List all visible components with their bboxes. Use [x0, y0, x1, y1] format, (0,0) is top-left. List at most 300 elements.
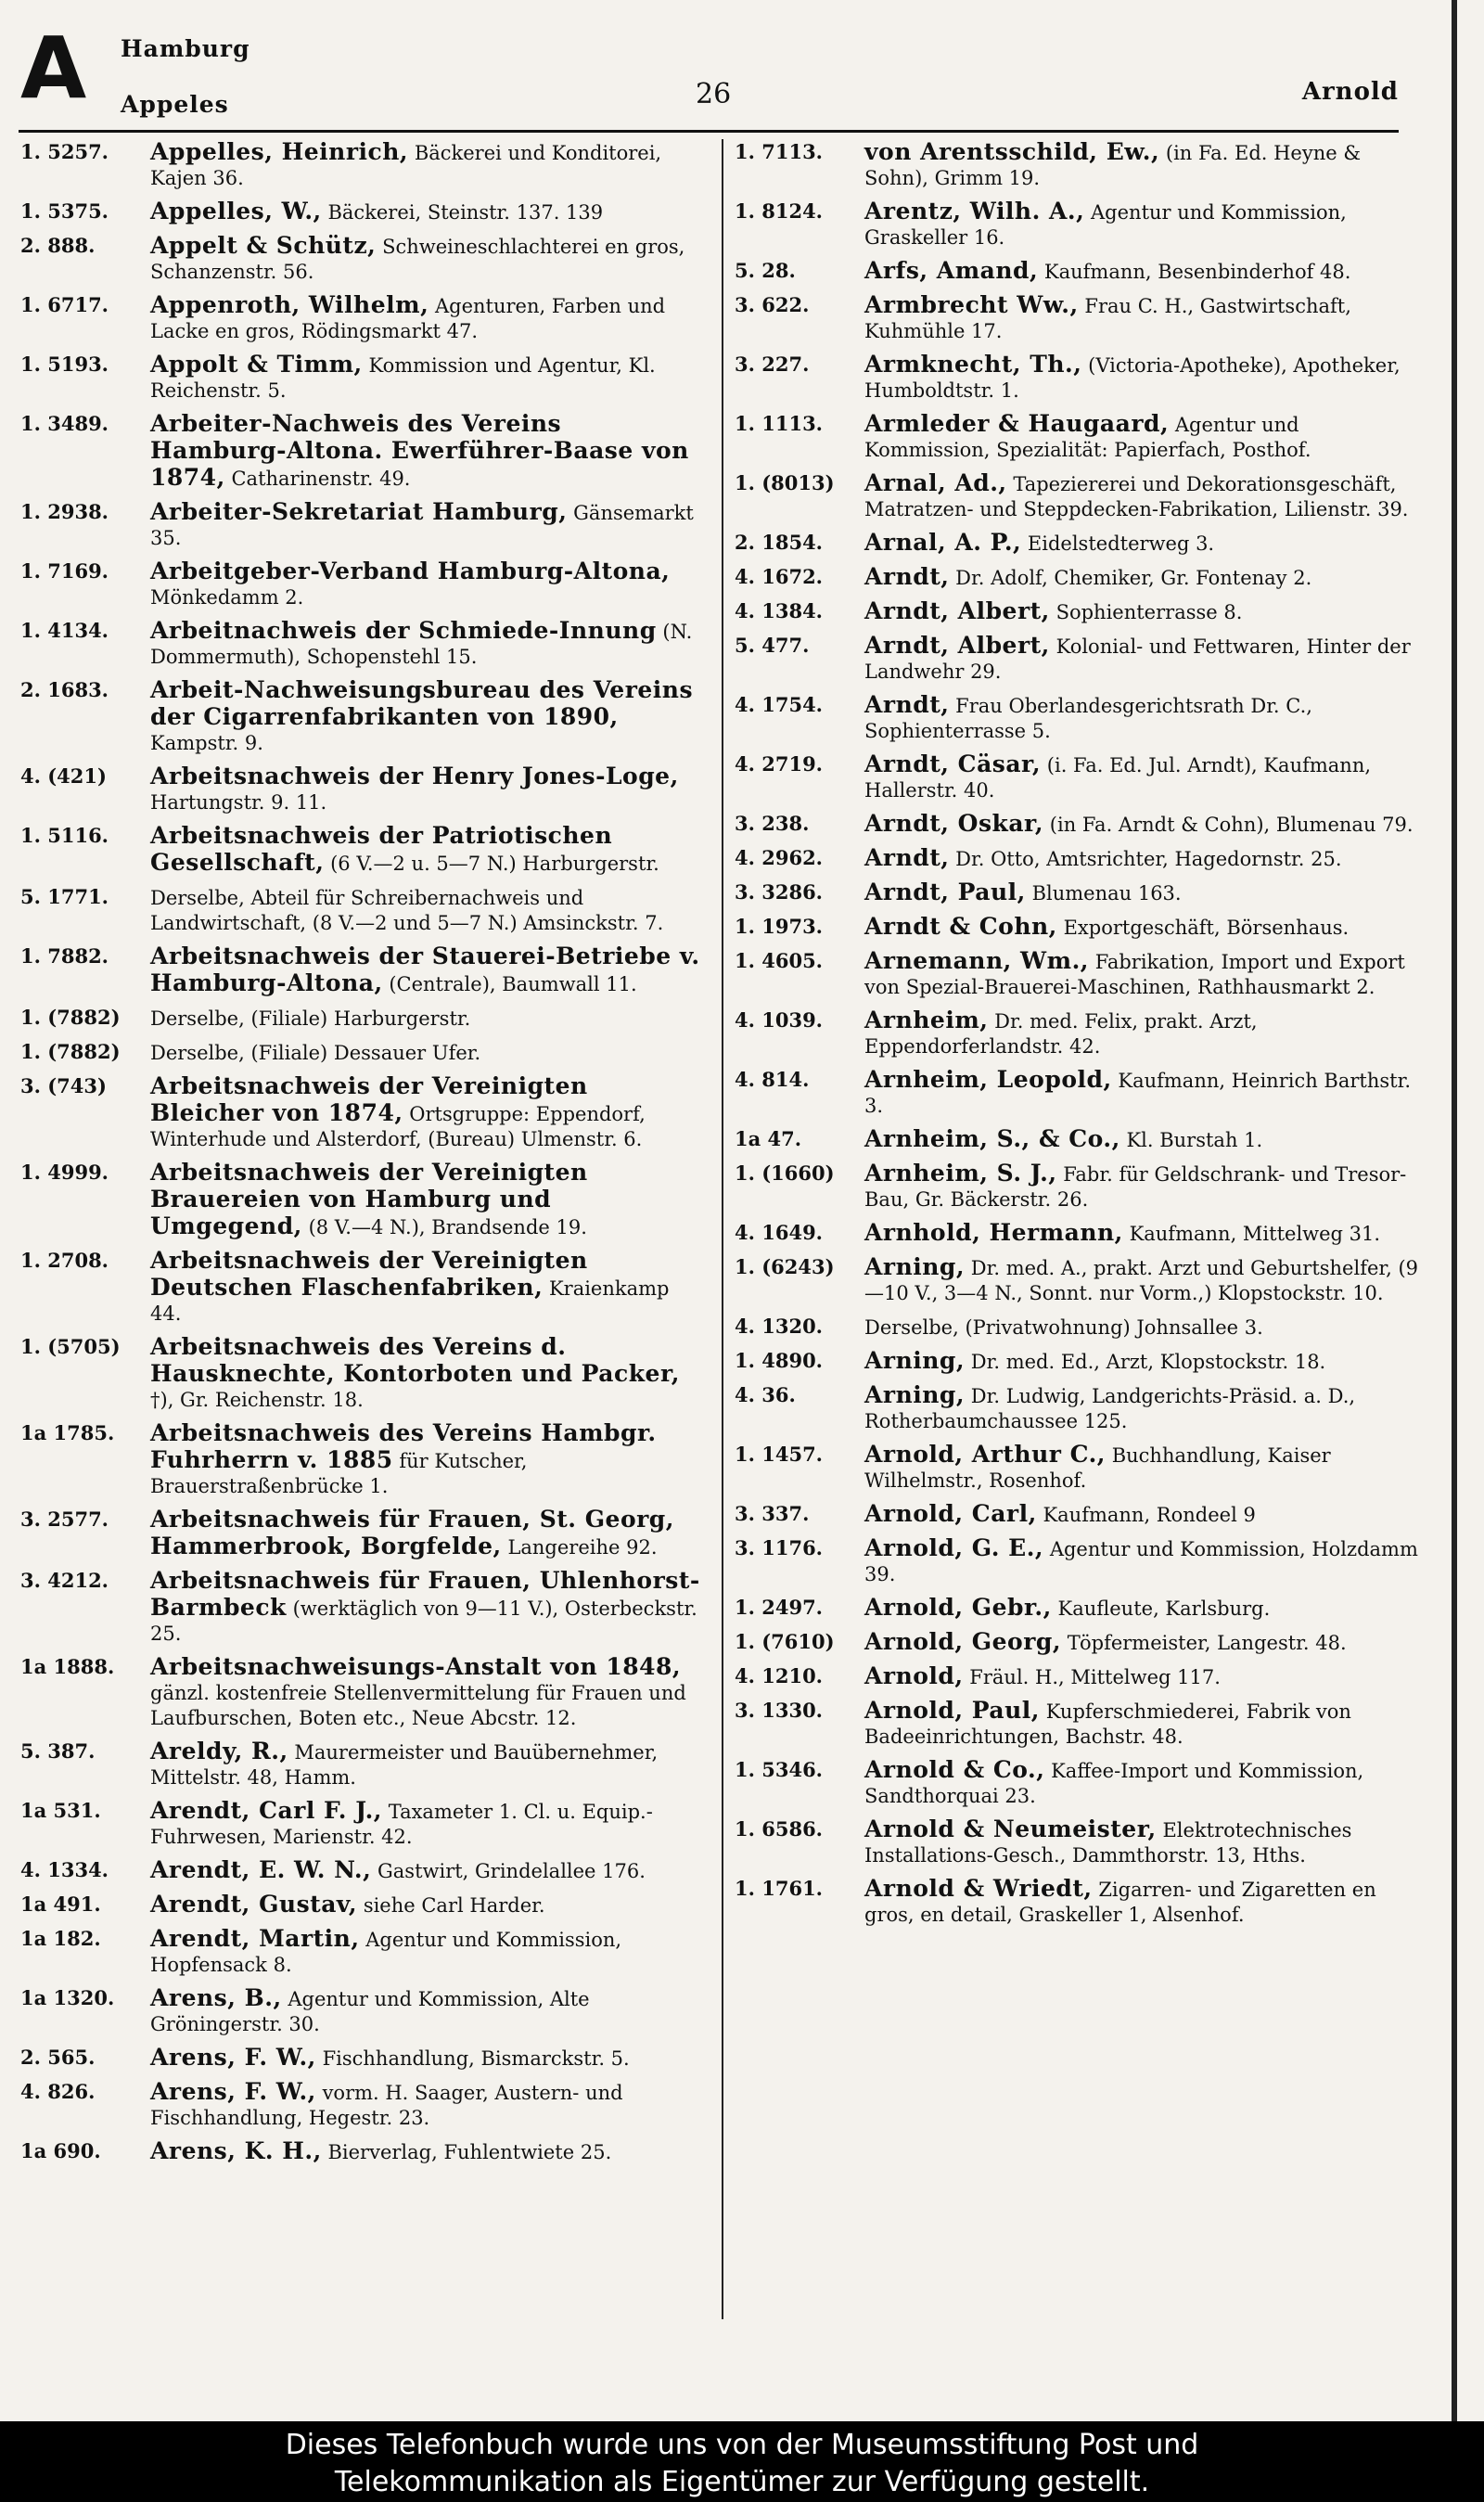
entry-name: Arndt, Oskar,: [864, 810, 1044, 837]
phone-number: 3. 622.: [735, 293, 810, 316]
directory-entry: [735, 564, 1419, 591]
directory-entry: [735, 258, 1419, 285]
entry-text: [864, 879, 1419, 906]
entry-name: Arnheim,: [864, 1007, 989, 1033]
phone-number: 1. (7882): [20, 1040, 121, 1063]
directory-entry: [735, 845, 1419, 872]
entry-details: gänzl. kostenfreie Stellenvermittelung für Frauen und Laufburschen, Boten etc., Neue Abcstr. 12.: [150, 1682, 686, 1729]
entry-details: Kl. Burstah 1.: [1126, 1129, 1263, 1151]
directory-entry: [20, 884, 705, 936]
entry-details: Gastwirt, Grindelallee 176.: [377, 1860, 646, 1882]
directory-entry: [20, 499, 705, 551]
entry-details: Taxameter 1. Cl. u. Equip.-Fuhrwesen, Marienstr. 42.: [150, 1801, 653, 1848]
directory-entry: [20, 677, 705, 756]
entry-details: für Kutscher, Brauerstraßenbrücke 1.: [150, 1450, 528, 1497]
entry-name: Arbeitnachweis der Schmiede-Innung: [150, 617, 657, 644]
phone-number: 4. 1320.: [735, 1315, 823, 1338]
entry-name: Arbeitsnachweis der Henry Jones-Loge,: [150, 763, 679, 789]
entry-details: †), Gr. Reichenstr. 18.: [150, 1389, 364, 1411]
entry-text: [864, 530, 1419, 557]
directory-entry: [735, 633, 1419, 685]
directory-entry: [735, 352, 1419, 404]
entry-details: Fräul. H., Mittelweg 117.: [969, 1666, 1221, 1688]
phone-number: 1. 6717.: [20, 293, 109, 316]
phone-number: 1. 3489.: [20, 412, 109, 435]
directory-entry: [20, 1507, 705, 1560]
entry-name: Arnold & Wriedt,: [864, 1875, 1093, 1902]
entry-details: Sophienterrasse 8.: [1055, 601, 1243, 623]
entry-details: (N. Dommermuth), Schopenstehl 15.: [150, 621, 693, 668]
phone-number: 1. 7169.: [20, 559, 109, 583]
entry-name: Arfs, Amand,: [864, 257, 1039, 284]
directory-entry: [20, 823, 705, 877]
entry-details: siehe Carl Harder.: [363, 1894, 545, 1917]
entry-details: Kaufmann, Besenbinderhof 48.: [1043, 261, 1351, 283]
phone-number: 3. 1330.: [735, 1699, 823, 1722]
entry-details: (8 V.—4 N.), Brandsende 19.: [308, 1216, 587, 1238]
entry-name: Arndt, Cäsar,: [864, 751, 1042, 777]
phone-number: 5. 1771.: [20, 885, 109, 908]
entry-text: [150, 1892, 705, 1918]
phone-number: 3. 1176.: [735, 1536, 823, 1559]
entry-text: [150, 677, 705, 756]
phone-number: 1. 2938.: [20, 500, 109, 523]
entry-name: Arendt, E. W. N.,: [150, 1856, 372, 1883]
directory-entry: [735, 1254, 1419, 1306]
entry-name: Arbeitgeber-Verband Hamburg-Altona,: [150, 558, 671, 584]
entry-text: [864, 948, 1419, 1000]
entry-name: Armknecht, Th.,: [864, 351, 1082, 378]
directory-entry: [735, 1126, 1419, 1153]
entry-name: Arnold & Co.,: [864, 1756, 1045, 1783]
entry-text: [150, 1985, 705, 2037]
entry-name: Arnold, Georg,: [864, 1628, 1062, 1655]
directory-entry: [735, 1629, 1419, 1656]
footer-line-2: Telekommunikation als Eigentümer zur Verfügung gestellt.: [334, 2466, 1150, 2498]
phone-number: 1. 2708.: [20, 1249, 109, 1272]
entry-details: (werktäglich von 9—11 V.), Osterbeckstr. 25.: [150, 1597, 697, 1645]
entry-name: Arnold, Paul,: [864, 1697, 1041, 1724]
entry-text: [150, 823, 705, 877]
city-heading: Hamburg: [121, 35, 250, 62]
phone-number: 1. (6243): [735, 1255, 835, 1278]
entry-name: Appolt & Timm,: [150, 351, 363, 378]
directory-entry: [735, 1876, 1419, 1928]
entry-text: [150, 199, 705, 225]
entry-details: Tapeziererei und Dekorationsgeschäft, Matratzen- und Steppdecken-Fabrikation, Lilienstr. 39.: [864, 473, 1409, 520]
entry-text: [864, 811, 1419, 838]
entry-name: Arbeitsnachweisungs-Anstalt von 1848,: [150, 1653, 682, 1680]
phone-number: 4. 1384.: [735, 599, 823, 622]
phone-number: 2. 888.: [20, 234, 96, 257]
entry-text: [150, 618, 705, 670]
phone-number: 1. 4890.: [735, 1349, 823, 1372]
phone-number: 1. 1973.: [735, 915, 823, 938]
phone-number: 1a 491.: [20, 1893, 101, 1916]
directory-entry: [20, 1926, 705, 1978]
directory-entry: [735, 751, 1419, 803]
entry-text: [864, 1876, 1419, 1928]
phone-number: 1. 5193.: [20, 353, 109, 376]
entry-details: Fischhandlung, Bismarckstr. 5.: [322, 2047, 630, 2070]
entry-text: [150, 884, 705, 936]
entry-details: Agentur und Kommission, Alte Gröningerstr. 30.: [150, 1988, 590, 2035]
phone-number: 1a 47.: [735, 1127, 802, 1150]
entry-name: Arendt, Gustav,: [150, 1891, 358, 1918]
entry-text: [150, 1248, 705, 1327]
section-letter: A: [20, 19, 87, 118]
phone-number: 3. 2577.: [20, 1508, 109, 1531]
directory-entry: [735, 1067, 1419, 1119]
entry-details: Kolonial- und Fettwaren, Hinter der Landwehr 29.: [864, 635, 1411, 683]
entry-text: [864, 470, 1419, 522]
directory-entry: [735, 1757, 1419, 1809]
phone-number: 1. 7882.: [20, 944, 109, 968]
directory-entry: [735, 1816, 1419, 1868]
entry-details: Bäckerei und Konditorei, Kajen 36.: [150, 142, 662, 189]
phone-number: 4. 1649.: [735, 1221, 823, 1244]
entry-details: Kaufmann, Heinrich Barthstr. 3.: [864, 1070, 1411, 1117]
directory-entry: [735, 1698, 1419, 1750]
entry-text: [150, 1334, 705, 1413]
entry-name: Arens, F. W.,: [150, 2044, 316, 2071]
entry-text: [864, 199, 1419, 250]
entry-details: Agentur und Kommission, Graskeller 16.: [864, 201, 1347, 249]
phone-number: 1. 5257.: [20, 140, 109, 163]
entry-details: Derselbe, (Filiale) Harburgerstr.: [150, 1007, 471, 1030]
phone-number: 1a 182.: [20, 1927, 101, 1950]
entry-details: Exportgeschäft, Börsenhaus.: [1063, 917, 1350, 939]
entry-details: Kaufleute, Karlsburg.: [1057, 1597, 1271, 1620]
entry-name: Areldy, R.,: [150, 1738, 288, 1764]
directory-entry: [735, 914, 1419, 941]
entry-name: Arbeitsnachweis des Vereins d. Hausknechte, Kontorboten und Packer,: [150, 1333, 681, 1387]
phone-number: 5. 387.: [20, 1739, 96, 1763]
entry-name: von Arentsschild, Ew.,: [864, 138, 1160, 165]
entry-name: Appelles, W.,: [150, 198, 322, 225]
directory-entry: [20, 1654, 705, 1731]
phone-number: 1. 4134.: [20, 619, 109, 642]
directory-entry: [20, 943, 705, 997]
phone-number: 1. 2497.: [735, 1596, 823, 1619]
entry-details: Maurermeister und Bauübernehmer, Mittelstr. 48, Hamm.: [150, 1741, 659, 1789]
page-number: 26: [696, 78, 732, 110]
phone-number: 3. 227.: [735, 353, 810, 376]
directory-entry: [20, 2138, 705, 2165]
directory-entry: [735, 411, 1419, 463]
phone-number: 3. 337.: [735, 1502, 810, 1525]
entry-text: [864, 411, 1419, 463]
directory-entry: [20, 411, 705, 492]
entry-details: Agentur und Kommission, Hopfensack 8.: [150, 1929, 622, 1976]
entry-text: [150, 1039, 705, 1066]
entry-name: Arning,: [864, 1347, 966, 1374]
directory-entry: [20, 1420, 705, 1499]
phone-number: 4. 1039.: [735, 1008, 823, 1032]
entry-details: Blumenau 163.: [1031, 882, 1182, 905]
range-end-name: Arnold: [1301, 78, 1399, 106]
right-column: [735, 139, 1419, 1935]
entry-text: [864, 914, 1419, 941]
phone-number: 1. 5375.: [20, 199, 109, 223]
entry-details: Dr. med. Felix, prakt. Arzt, Eppendorferlandstr. 42.: [864, 1010, 1258, 1058]
phone-number: 1a 1320.: [20, 1986, 115, 2009]
directory-entry: [20, 1160, 705, 1240]
directory-entry: [735, 1442, 1419, 1494]
phone-number: 4. 1754.: [735, 693, 823, 716]
entry-name: Arens, B.,: [150, 1984, 282, 2011]
entry-details: Elektrotechnisches Installations-Gesch., Dammthorstr. 13, Hths.: [864, 1819, 1352, 1867]
directory-entry: [735, 948, 1419, 1000]
entry-name: Arentz, Wilh. A.,: [864, 198, 1085, 225]
phone-number: 1. 1457.: [735, 1443, 823, 1466]
entry-text: [150, 1420, 705, 1499]
entry-name: Arnold, Carl,: [864, 1500, 1037, 1527]
entry-details: Fabr. für Geldschrank- und Tresor-Bau, Gr. Bäckerstr. 26.: [864, 1163, 1407, 1211]
entry-name: Appelles, Heinrich,: [150, 138, 409, 165]
entry-text: [864, 1007, 1419, 1059]
entry-details: Mönkedamm 2.: [150, 586, 304, 609]
phone-number: 1. (7882): [20, 1006, 121, 1029]
entry-details: (in Fa. Arndt & Cohn), Blumenau 79.: [1049, 814, 1414, 836]
entry-name: Arbeitsnachweis für Frauen, St. Georg, Hammerbrook, Borgfelde,: [150, 1506, 674, 1559]
entry-text: [864, 1757, 1419, 1809]
phone-number: 3. 3286.: [735, 880, 823, 904]
entry-details: (in Fa. Ed. Heyne & Sohn), Grimm 19.: [864, 142, 1362, 189]
entry-text: [150, 2045, 705, 2072]
phone-number: 1. 4605.: [735, 949, 823, 972]
entry-name: Arbeitsnachweis der Vereinigten Deutschen Flaschenfabriken,: [150, 1247, 588, 1301]
directory-entry: [735, 1382, 1419, 1434]
entry-text: [150, 1798, 705, 1850]
directory-entry: [735, 1595, 1419, 1622]
entry-text: [864, 258, 1419, 285]
entry-text: [864, 845, 1419, 872]
entry-text: [150, 2079, 705, 2131]
entry-details: Agentur und Kommission, Spezialität: Papierfach, Posthof.: [864, 414, 1311, 461]
phone-number: 1a 531.: [20, 1799, 101, 1822]
entry-text: [150, 1739, 705, 1790]
entry-details: Schweineschlachterei en gros, Schanzenstr. 56.: [150, 236, 685, 283]
phone-number: 5. 28.: [735, 259, 796, 282]
entry-name: Arnal, Ad.,: [864, 469, 1007, 496]
entry-name: Arbeiter-Sekretariat Hamburg,: [150, 498, 568, 525]
entry-name: Arnold,: [864, 1662, 964, 1689]
entry-name: Armbrecht Ww.,: [864, 291, 1079, 318]
entry-details: Frau Oberlandesgerichtsrath Dr. C., Sophienterrasse 5.: [864, 695, 1312, 742]
entry-text: [864, 1067, 1419, 1119]
entry-text: [150, 2138, 705, 2165]
directory-entry: [735, 1501, 1419, 1528]
entry-text: [864, 692, 1419, 744]
entry-name: Arnold, Gebr.,: [864, 1594, 1052, 1621]
entry-name: Arbeitsnachweis der Patriotischen Gesellschaft,: [150, 822, 613, 876]
entry-text: [150, 1507, 705, 1560]
phone-number: 1. 7113.: [735, 140, 823, 163]
directory-entry: [20, 1857, 705, 1884]
entry-name: Arnheim, S. J.,: [864, 1160, 1057, 1187]
directory-entry: [735, 199, 1419, 250]
phone-number: 5. 477.: [735, 634, 810, 657]
phone-number: 1a 1888.: [20, 1655, 115, 1678]
entry-details: Derselbe, (Privatwohnung) Johnsallee 3.: [864, 1316, 1263, 1339]
directory-entry: [735, 530, 1419, 557]
page-edge-shadow: [1452, 0, 1457, 2421]
directory-entry: [20, 1798, 705, 1850]
directory-entry: [20, 2079, 705, 2131]
range-start-name: Appeles: [121, 91, 229, 118]
entry-name: Arnold & Neumeister,: [864, 1816, 1157, 1842]
entry-details: Kaufmann, Mittelweg 31.: [1129, 1223, 1381, 1245]
directory-entry: [20, 233, 705, 285]
entry-text: [150, 1568, 705, 1647]
entry-details: Eidelstedterweg 3.: [1027, 532, 1215, 555]
left-column: [20, 139, 705, 2173]
entry-details: Dr. Adolf, Chemiker, Gr. Fontenay 2.: [955, 567, 1312, 589]
phone-number: 1. (5705): [20, 1335, 121, 1358]
entry-details: vorm. H. Saager, Austern- und Fischhandlung, Hegestr. 23.: [150, 2082, 623, 2129]
entry-text: [150, 1005, 705, 1032]
entry-details: (6 V.—2 u. 5—7 N.) Harburgerstr.: [330, 853, 659, 875]
entry-name: Arnold, Arthur C.,: [864, 1441, 1107, 1468]
phone-number: 1. 1113.: [735, 412, 823, 435]
phone-number: 1. 4999.: [20, 1161, 109, 1184]
entry-text: [864, 751, 1419, 803]
entry-text: [864, 1595, 1419, 1622]
directory-entry: [20, 1334, 705, 1413]
entry-text: [864, 1501, 1419, 1528]
directory-entry: [20, 2045, 705, 2072]
entry-details: Dr. Ludwig, Landgerichts-Präsid. a. D., Rotherbaumchaussee 125.: [864, 1385, 1356, 1432]
entry-text: [864, 1629, 1419, 1656]
directory-entry: [735, 139, 1419, 191]
entry-name: Arnal, A. P.,: [864, 529, 1022, 556]
entry-details: (i. Fa. Ed. Jul. Arndt), Kaufmann, Hallerstr. 40.: [864, 754, 1372, 802]
entry-name: Arnold, G. E.,: [864, 1534, 1044, 1561]
entry-name: Arbeiter-Nachweis des Vereins Hamburg-Altona. Ewerführer-Baase von 1874,: [150, 410, 689, 491]
entry-details: Dr. med. Ed., Arzt, Klopstockstr. 18.: [970, 1351, 1326, 1373]
entry-name: Arbeit-Nachweisungsbureau des Vereins der Cigarrenfabrikanten von 1890,: [150, 676, 694, 730]
phone-number: 4. 814.: [735, 1068, 810, 1091]
entry-name: Arbeitsnachweis der Vereinigten Brauereien von Hamburg und Umgegend,: [150, 1159, 588, 1239]
directory-entry: [20, 1739, 705, 1790]
entry-text: [864, 1382, 1419, 1434]
entry-details: Ortsgruppe: Eppendorf, Winterhude und Alsterdorf, (Bureau) Ulmenstr. 6.: [150, 1103, 646, 1150]
entry-name: Arens, F. W.,: [150, 2078, 316, 2105]
directory-entry: [20, 763, 705, 815]
entry-text: [864, 1816, 1419, 1868]
directory-entry: [735, 692, 1419, 744]
entry-details: Töpfermeister, Langestr. 48.: [1067, 1632, 1347, 1654]
entry-text: [864, 139, 1419, 191]
directory-entry: [20, 618, 705, 670]
entry-text: [864, 1220, 1419, 1247]
entry-details: Dr. med. A., prakt. Arzt und Geburtshelfer, (9—10 V., 3—4 N., Sonnt. nur Vorm.,) Klopstockstr. 10.: [864, 1257, 1419, 1304]
phone-number: 1. 5346.: [735, 1758, 823, 1781]
directory-entry: [20, 1248, 705, 1327]
entry-details: (Centrale), Baumwall 11.: [389, 973, 637, 995]
entry-text: [864, 1348, 1419, 1375]
entry-name: Arbeitsnachweis für Frauen, Uhlenhorst-Barmbeck: [150, 1567, 700, 1621]
entry-details: Catharinenstr. 49.: [231, 468, 411, 490]
directory-entry: [20, 1892, 705, 1918]
entry-details: (Victoria-Apotheke), Apotheker, Humboldtstr. 1.: [864, 354, 1401, 402]
entry-name: Arndt, Albert,: [864, 597, 1050, 624]
entry-text: [864, 1254, 1419, 1306]
entry-name: Appenroth, Wilhelm,: [150, 291, 429, 318]
entry-name: Arbeitsnachweis des Vereins Hambgr. Fuhrherrn v. 1885: [150, 1419, 657, 1473]
entry-name: Arnemann, Wm.,: [864, 947, 1089, 974]
phone-number: 2. 1683.: [20, 678, 109, 701]
directory-entry: [20, 558, 705, 610]
phone-number: 4. 2962.: [735, 846, 823, 869]
entry-details: Kaufmann, Rondeel 9: [1043, 1504, 1256, 1526]
footer-line-1: Dieses Telefonbuch wurde uns von der Museumsstiftung Post und: [285, 2429, 1199, 2461]
entry-text: [150, 558, 705, 610]
directory-entry: [735, 1348, 1419, 1375]
phone-number: 1a 690.: [20, 2139, 101, 2162]
phone-number: 3. (743): [20, 1074, 107, 1097]
phone-number: 4. 1210.: [735, 1664, 823, 1687]
directory-entry: [735, 1220, 1419, 1247]
directory-entry: [735, 1007, 1419, 1059]
directory-entry: [20, 1985, 705, 2037]
phone-number: 4. 826.: [20, 2080, 96, 2103]
directory-entry: [735, 292, 1419, 344]
entry-text: [864, 1698, 1419, 1750]
entry-details: Agenturen, Farben und Lacke en gros, Rödingsmarkt 47.: [150, 295, 666, 342]
phone-number: 1. 5116.: [20, 824, 109, 847]
phone-number: 3. 238.: [735, 812, 810, 835]
entry-text: [150, 1160, 705, 1240]
entry-text: [150, 233, 705, 285]
column-divider: [722, 139, 723, 2319]
entry-text: [864, 352, 1419, 404]
directory-entry: [20, 352, 705, 404]
entry-details: Kraienkamp 44.: [150, 1277, 670, 1325]
entry-details: Bäckerei, Steinstr. 137. 139: [327, 201, 604, 224]
entry-text: [150, 139, 705, 191]
directory-entry: [735, 1314, 1419, 1341]
entry-details: Frau C. H., Gastwirtschaft, Kuhmühle 17.: [864, 295, 1351, 342]
entry-text: [150, 411, 705, 492]
entry-text: [150, 1857, 705, 1884]
entry-details: Hartungstr. 9. 11.: [150, 791, 327, 814]
entry-name: Arens, K. H.,: [150, 2137, 322, 2164]
directory-entry: [20, 1568, 705, 1647]
directory-entry: [20, 1039, 705, 1066]
entry-text: [864, 292, 1419, 344]
entry-text: [150, 499, 705, 551]
phone-number: 1. 1761.: [735, 1877, 823, 1900]
entry-text: [864, 564, 1419, 591]
entry-name: Arnhold, Hermann,: [864, 1219, 1123, 1246]
entry-text: [150, 943, 705, 997]
directory-entry: [20, 1073, 705, 1152]
entry-details: Kommission und Agentur, Kl. Reichenstr. 5.: [150, 354, 656, 402]
entry-text: [864, 598, 1419, 625]
entry-details: Fabrikation, Import und Export von Spezial-Brauerei-Maschinen, Rathhausmarkt 2.: [864, 951, 1405, 998]
entry-name: Arndt,: [864, 691, 950, 718]
footer-banner: [0, 2421, 1484, 2502]
phone-number: 1. (8013): [735, 471, 835, 494]
entry-details: Derselbe, Abteil für Schreibernachweis und Landwirtschaft, (8 V.—2 und 5—7 N.) Amsinckstr. 7.: [150, 887, 664, 934]
directory-entry: [735, 811, 1419, 838]
phone-number: 1a 1785.: [20, 1421, 115, 1444]
entry-name: Arendt, Martin,: [150, 1925, 360, 1952]
entry-details: Zigarren- und Zigaretten en gros, en detail, Graskeller 1, Alsenhof.: [864, 1879, 1376, 1926]
phone-number: 4. (421): [20, 764, 107, 788]
